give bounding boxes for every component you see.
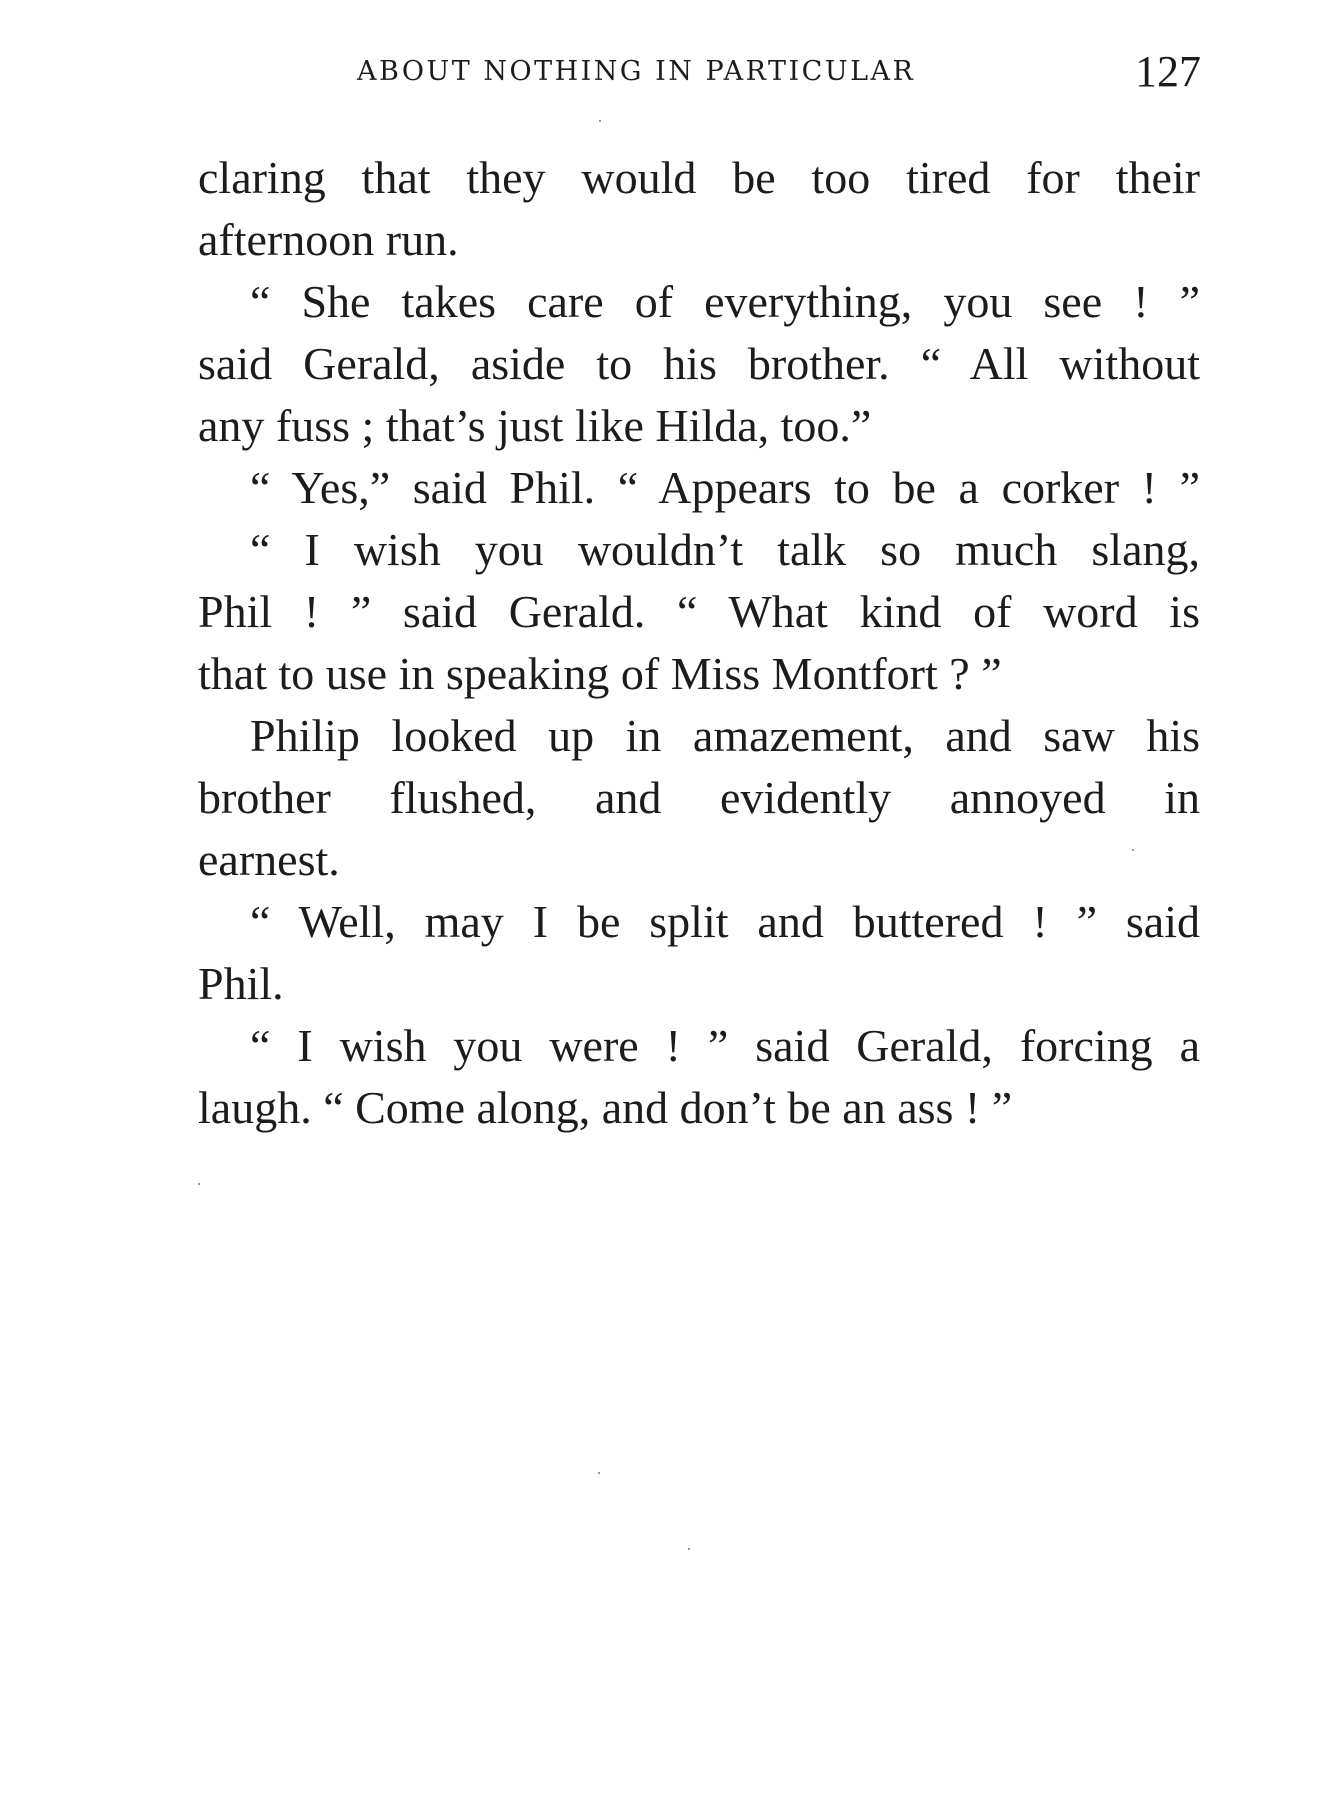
- text-line: Phil ! ” said Gerald. “ What kind of word is: [198, 586, 1200, 637]
- text-line: afternoon run.: [198, 214, 459, 265]
- text-line: that to use in speaking of Miss Montfort ? ”: [198, 648, 1002, 699]
- text-line: Phil.: [198, 958, 284, 1009]
- scan-speck: [1132, 849, 1134, 851]
- text-line: “ She takes care of everything, you see ! ”: [250, 276, 1200, 327]
- text-line: laugh. “ Come along, and don’t be an ass ! ”: [198, 1082, 1013, 1133]
- text-line: “ Yes,” said Phil. “ Appears to be a corker ! ”: [250, 462, 1200, 513]
- running-head: ABOUT NOTHING IN PARTICULAR: [357, 56, 916, 87]
- text-line: said Gerald, aside to his brother. “ All without: [198, 338, 1200, 389]
- text-line: any fuss ; that’s just like Hilda, too.”: [198, 400, 872, 451]
- text-line: “ I wish you were ! ” said Gerald, forcing a: [250, 1020, 1200, 1071]
- scan-speck: [688, 1548, 690, 1550]
- text-line: “ I wish you wouldn’t talk so much slang,: [250, 524, 1200, 575]
- text-line: claring that they would be too tired for their: [198, 152, 1200, 203]
- text-line: Philip looked up in amazement, and saw his: [250, 710, 1200, 761]
- page-number: 127: [1135, 47, 1201, 96]
- scan-speck: [599, 120, 601, 122]
- scan-speck: [598, 1472, 600, 1474]
- text-line: brother flushed, and evidently annoyed in: [198, 772, 1200, 823]
- text-line: “ Well, may I be split and buttered ! ” said: [250, 896, 1200, 947]
- text-line: earnest.: [198, 834, 340, 885]
- scan-speck: [198, 1183, 200, 1185]
